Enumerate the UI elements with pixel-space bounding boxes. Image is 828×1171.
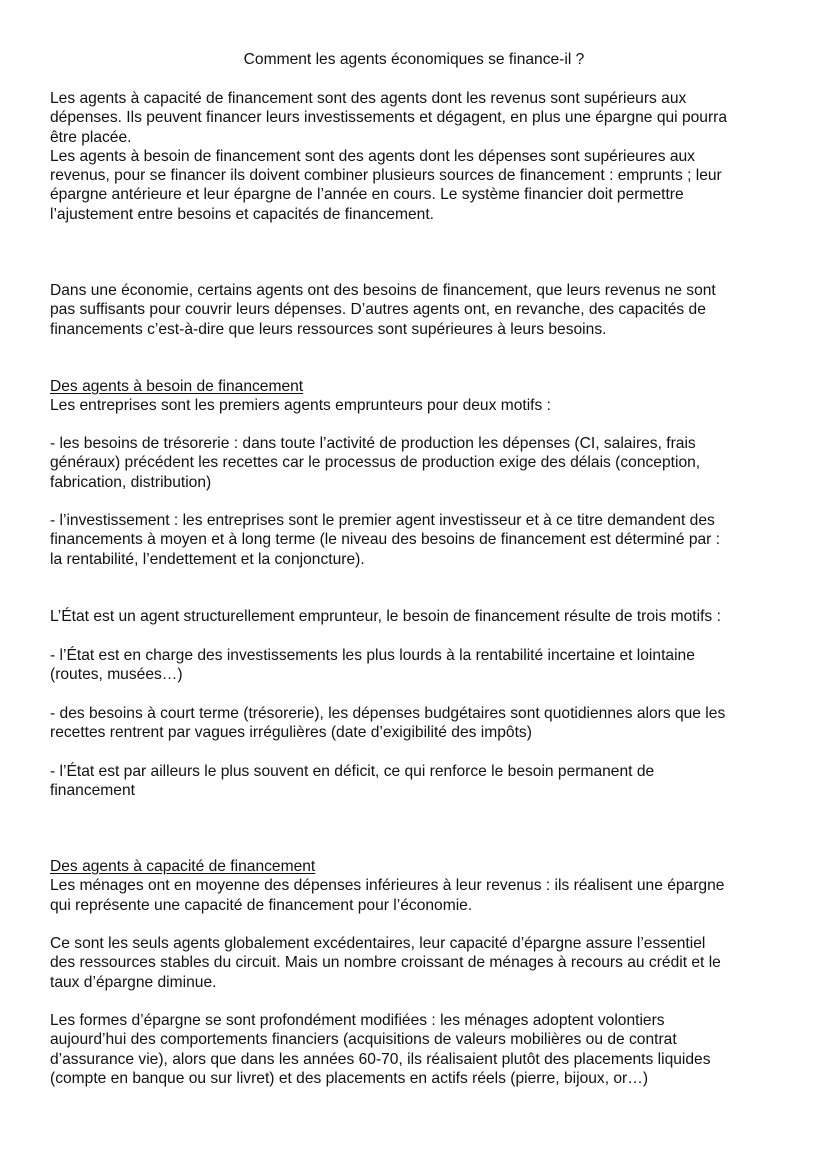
text-line: dépenses. Ils peuvent financer leurs investissements et dégagent, en plus une épargne qui pourra: [50, 109, 728, 127]
overview-paragraph: [50, 281, 790, 339]
text-line: taux d’épargne diminue.: [50, 973, 217, 991]
text-line: financement: [50, 782, 135, 800]
text-line: fabrication, distribution): [50, 473, 212, 491]
text-line: Ce sont les seuls agents globalement excédentaires, leur capacité d’épargne assure l’essentiel: [50, 935, 706, 952]
section-heading-besoin: Des agents à besoin de financement: [50, 378, 304, 395]
text-line: Les agents à besoin de financement sont des agents dont les dépenses sont supérieures aux: [50, 147, 695, 165]
text-line: épargne antérieure et leur épargne de l’année en cours. Le système financier doit permettre: [50, 186, 684, 204]
text-line: d’assurance vie), alors que dans les années 60-70, ils réalisaient plutôt des placements liquides: [50, 1050, 711, 1068]
text-line: - l’investissement : les entreprises sont le premier agent investisseur et à ce titre demandent des: [50, 512, 715, 529]
text-line: qui représente une capacité de financement pour l’économie.: [50, 896, 473, 914]
text-line: - des besoins à court terme (trésorerie), les dépenses budgétaires sont quotidiennes alors que les: [50, 705, 726, 722]
text-line: généraux) précédent les recettes car le processus de production exige des délais (conception,: [50, 454, 701, 472]
entreprises-point-tresorerie: [50, 434, 790, 492]
section-heading-capacite: Des agents à capacité de financement: [50, 858, 316, 875]
entreprises-point-investissement: [50, 511, 790, 569]
text-line: Dans une économie, certains agents ont des besoins de financement, que leurs revenus ne sont: [50, 282, 716, 299]
text-line: des ressources stables du circuit. Mais un nombre croissant de ménages à recours au crédit et le: [50, 954, 721, 972]
text-line: - les besoins de trésorerie : dans toute l’activité de production les dépenses (CI, salaires, frais: [50, 435, 696, 452]
text-line: - l’État est en charge des investissements les plus lourds à la rentabilité incertaine et lointaine: [50, 647, 695, 664]
text-line: financements à moyen et à long terme (le niveau des besoins de financement est déterminé par :: [50, 531, 721, 549]
text-line: revenus, pour se financer ils doivent combiner plusieurs sources de financement : emprunts ; leur: [50, 167, 722, 185]
etat-point-investissements: [50, 646, 790, 685]
text-line: Les formes d’épargne se sont profondément modifiées : les ménages adoptent volontiers: [50, 1012, 665, 1029]
intro-paragraph: [50, 89, 790, 224]
etat-point-deficit: [50, 762, 790, 801]
text-line: Les agents à capacité de financement sont des agents dont les revenus sont supérieurs aux: [50, 90, 687, 107]
text-line: (compte en banque ou sur livret) et des placements en actifs réels (pierre, bijoux, or…): [50, 1069, 649, 1087]
page-title: Comment les agents économiques se finance-il ?: [243, 51, 585, 68]
section-capacite-header: [50, 857, 790, 915]
text-line: (routes, musées…): [50, 666, 183, 684]
section-besoin-header: [50, 377, 790, 416]
menages-excedentaires-paragraph: [50, 934, 790, 992]
etat-point-court-terme: [50, 704, 790, 743]
text-line: L’État est un agent structurellement emprunteur, le besoin de financement résulte de trois motifs :: [50, 608, 721, 625]
text-line: l’ajustement entre besoins et capacités de financement.: [50, 205, 435, 223]
text-line: aujourd’hui des comportements financiers (acquisitions de valeurs mobilières ou de contrat: [50, 1031, 677, 1049]
text-line: financements c’est-à-dire que leurs ressources sont supérieures à leurs besoins.: [50, 320, 607, 338]
text-line: être placée.: [50, 128, 132, 146]
text-line: pas suffisants pour couvrir leurs dépenses. D’autres agents ont, en revanche, des capacités de: [50, 301, 706, 319]
etat-intro: [50, 607, 790, 626]
text-line: Les ménages ont en moyenne des dépenses inférieures à leur revenus : ils réalisent une épargne: [50, 877, 725, 895]
text-line: Les entreprises sont les premiers agents emprunteurs pour deux motifs :: [50, 397, 551, 415]
text-line: la rentabilité, l’endettement et la conjoncture).: [50, 550, 365, 568]
formes-epargne-paragraph: [50, 1011, 790, 1088]
text-line: - l’État est par ailleurs le plus souvent en déficit, ce qui renforce le besoin permanent de: [50, 763, 655, 780]
text-line: recettes rentrent par vagues irrégulières (date d’exigibilité des impôts): [50, 724, 532, 742]
